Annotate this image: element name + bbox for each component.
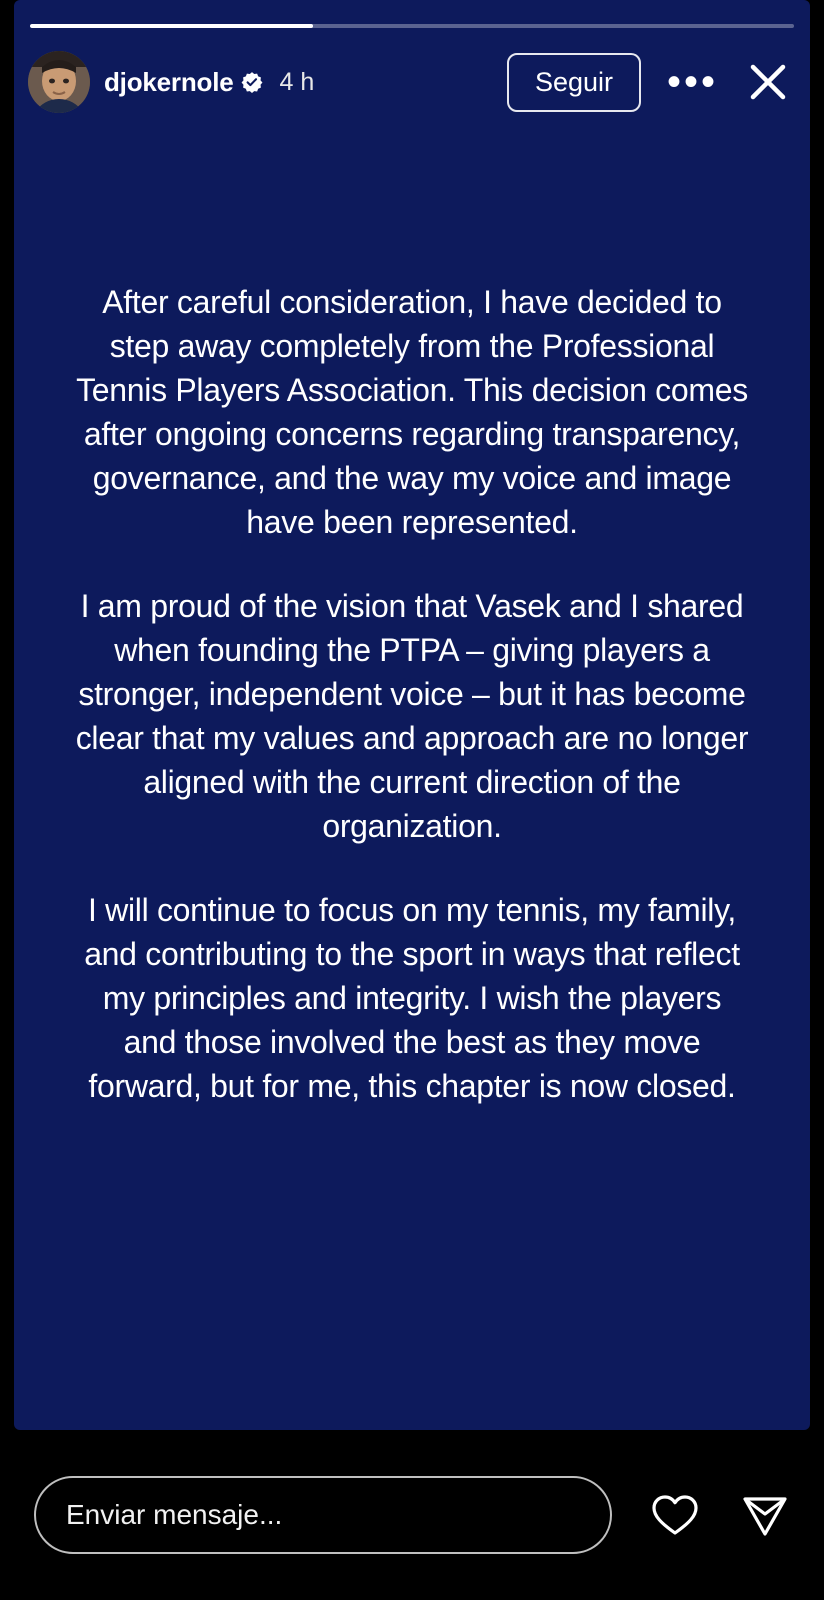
story-paragraph: I am proud of the vision that Vasek and I shared when founding the PTPA – giving players a stronger, independent voice – but it has become clear that my values and approach are no longer aligned with the current direction of the organization. [75, 588, 757, 844]
story-username[interactable]: djokernole [104, 66, 234, 97]
story-paragraph: I will continue to focus on my tennis, my family, and contributing to the sport in ways that reflect my principles and integrity. I wish the players and those involved the best as they move forward, but for me, this chapter is now closed. [84, 892, 749, 1104]
story-progress-fill [30, 24, 313, 28]
story-text-block [74, 280, 757, 1108]
follow-button[interactable]: Seguir [507, 53, 641, 112]
avatar[interactable] [28, 51, 90, 113]
heart-icon[interactable] [650, 1490, 700, 1540]
story-paragraph: After careful consideration, I have decided to step away completely from the Professional Tennis Players Association. This decision comes after ongoing concerns regarding transparency, governance, and the way my voice and image have been represented. [76, 284, 757, 540]
story-card[interactable] [14, 0, 810, 1430]
close-icon[interactable] [746, 60, 790, 104]
story-progress-bar [30, 24, 794, 28]
share-icon[interactable] [740, 1490, 790, 1540]
story-bottom-bar [0, 1430, 824, 1600]
story-timestamp: 4 h [279, 67, 315, 96]
story-header [28, 44, 796, 120]
more-options-icon[interactable]: ••• [666, 60, 718, 104]
verified-badge-icon [241, 71, 263, 93]
message-input[interactable] [34, 1476, 612, 1554]
